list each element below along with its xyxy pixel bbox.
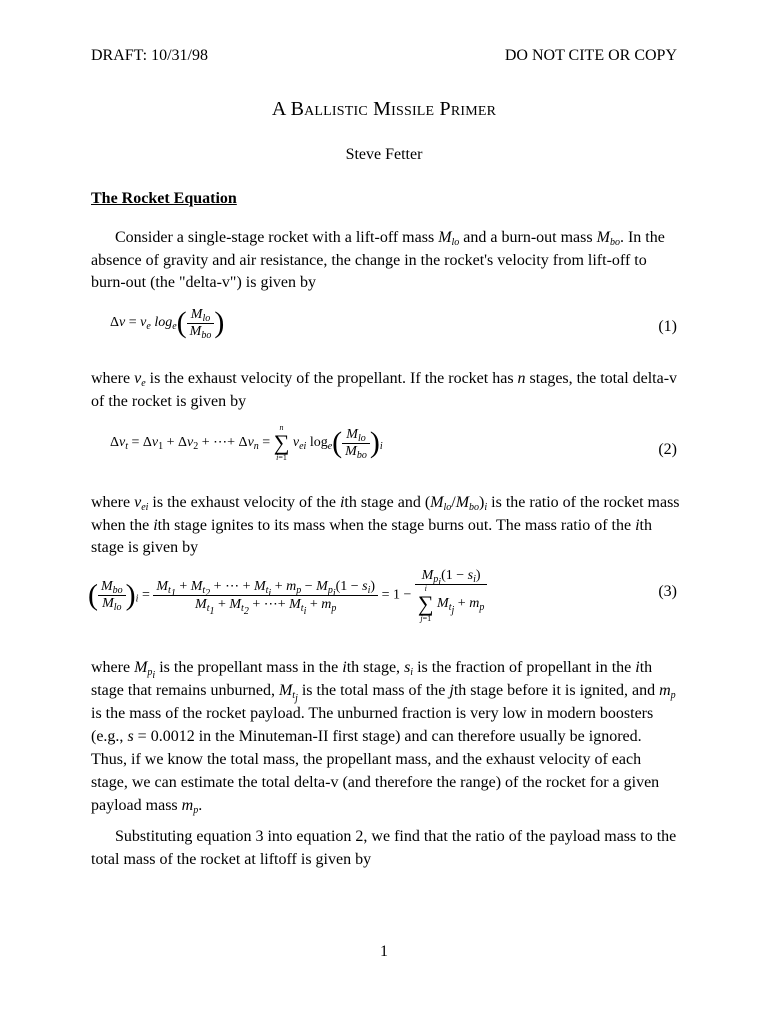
header-notice: DO NOT CITE OR COPY [504, 47, 677, 64]
header-draft-date: DRAFT: 10/31/98 [91, 47, 208, 64]
paragraph-5-text: Substituting equation 3 into equation 2, we find that the ratio of the payload mass to the total mass of the rocket at liftoff is given by [91, 828, 677, 868]
equation-1-number: (1) [658, 318, 677, 335]
paragraph-5 [91, 826, 681, 871]
author-name: Steve Fetter [345, 146, 423, 163]
paragraph-4: where $M_{p_i}$ is the propellant mass in the ith stage, $s_i$ is the fraction of propellant in the ith stage that remains unburned, $M_{t_j}$ is the total mass of the jth stage before it is ignited, and $m_p$ is the mass of the rocket payload. The unburned fraction is very low in modern boosters (e.g., s = 0.0012 in the Minuteman-II first stage) and can therefore usually be ignored. Thus, if we know the total mass, the propellant mass, and the exhaust velocity of each stage, we can estimate the total delta-v (and therefore the range) of the rocket for a given payload mass $m_p$. [91, 659, 676, 816]
paragraph-1: Consider a single-stage rocket with a lift-off mass $M_{lo}$ and a burn-out mass $M_{bo}$. In the absence of gravity and air resistance, the change in the rocket's velocity from lift-off to burn-out (the "delta-v") is given by [91, 229, 665, 291]
paper-title: A Ballistic Missile Primer [271, 98, 497, 120]
paragraph-2: where $v_e$ is the exhaust velocity of the propellant. If the rocket has n stages, the total delta-v of the rocket is given by [91, 370, 678, 410]
equation-2: $\Delta v_t = \Delta v_1 + \Delta v_2$ + ⋯+ $\Delta v_n$ = n ∑ i=1 $v_{ei}$ $\log_e$( $\frac{M_{lo}}{M_{bo}}$ )$_i$ [110, 423, 383, 462]
equation-1: $\Delta v = v_e$ $\log_e$( $\frac{M_{lo}}{M_{bo}}$ ) [110, 306, 225, 341]
paragraph-3: where $v_{ei}$ is the exhaust velocity of the ith stage and $(M_{lo}/M_{bo})_i$ is the ratio of the rocket mass when the ith stage ignites to its mass when the stage burns out. The mass ratio of the ith stage is given by [91, 494, 680, 556]
equation-3: ( $\frac{M_{bo}}{M_{lo}}$ )$_i$ = $\frac{M_{t_1} + M_{t_2} + \cdots + M_{t_i} + m_p - M_{p_i}(1 - s_i)}{M_{t_1} + M_{t_2} + \cdots+ M_{t_i} + m_p}$ = 1 − $M_{p_i}(1 - s_i)$ i ∑ j=1 $M_{t_j} + m_p$ [88, 568, 487, 623]
page-number: 1 [380, 943, 388, 960]
section-heading: The Rocket Equation [91, 190, 237, 207]
equation-3-number: (3) [658, 583, 677, 600]
equation-2-number: (2) [658, 441, 677, 458]
